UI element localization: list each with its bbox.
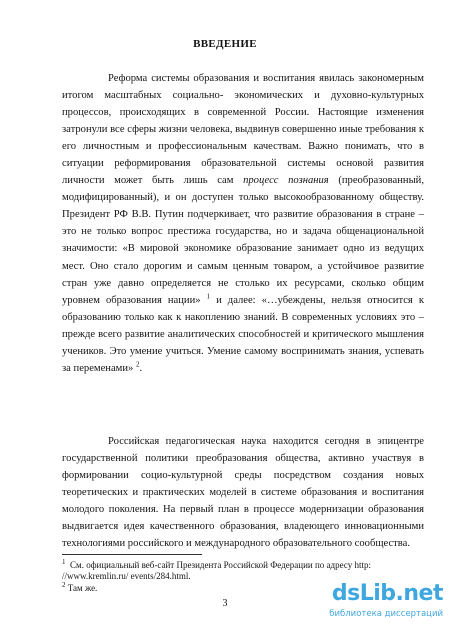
watermark-main-text: dsLib.net	[331, 581, 443, 606]
paragraph-1-part-a: Реформа системы образования и воспитания явилась закономерным итогом масштабных социально- экономических и духовно-культурных процессов, происходящих в современной России. Настоящие изменения затронули все сферы жизни человека, выдвинув совершенно иные требования к его личностным и профессиональным качествам. Важно понимать, что в ситуации реформирования образовательной системы основой развития личности может быть лишь сам	[62, 73, 424, 187]
paragraph-1	[62, 70, 424, 377]
paragraph-1-emphasis: процесс познания	[243, 175, 329, 187]
paragraph-1-part-d: .	[139, 362, 143, 374]
paragraph-1-part-b: (преобразованный, модифицированный), и он доступен только высокообразованному обществу. Президент РФ В.В. Путин подчеркивает, что развитие образования в стране – это не только вопрос престижа государства, но и задача общенациональной значимости: «В мировой экономике образование занимает одно из ведущих мест. Оно стало дорогим и самым ценным товаром, а устойчивое развитие стран уже давно определяется не столько их ресурсами, сколько общим уровнем образования нации»	[62, 175, 425, 306]
page-number: 3	[222, 598, 228, 609]
dslib-watermark-logo	[327, 581, 445, 623]
footnote-ref-2: 2	[136, 360, 140, 369]
paragraph-1-part-c: и далее: «…убеждены, нельзя относится к образованию только как к накоплению знаний. В современных условиях это – прежде всего развитие аналитических способностей и критического мышления учеников. Это умение учиться. Умение самому воспринимать знания, успевать за переменами»	[62, 294, 424, 374]
footnote-1-mark: 1	[62, 558, 66, 566]
footnote-2-mark: 2	[62, 581, 66, 589]
paragraph-2: Российская педагогическая наука находится сегодня в эпицентре государственной политики преобразования общества, активно участвуя в формировании социо-культурной среды посредством создания новых теоретических и практических моделей в системе образования и воспитания молодого поколения. На первый план в процессе модернизации образования выдвигается идея качественного образования, владеющего инновационными технологиями российского и международного образовательного сообщества.	[62, 436, 424, 550]
footnote-2-text: Там же.	[67, 583, 98, 593]
page-title: ВВЕДЕНИЕ	[193, 38, 257, 50]
footnote-1-text: См. официальный веб-сайт Президента Российской Федерации по адресу http: //www.kremlin.ru/ events/284.html.	[62, 560, 371, 581]
footnote-ref-1: 1	[206, 292, 211, 301]
footnote-1	[62, 560, 427, 581]
footnote-divider	[62, 554, 202, 555]
watermark-sub-text: библиотека диссертаций	[329, 609, 443, 619]
